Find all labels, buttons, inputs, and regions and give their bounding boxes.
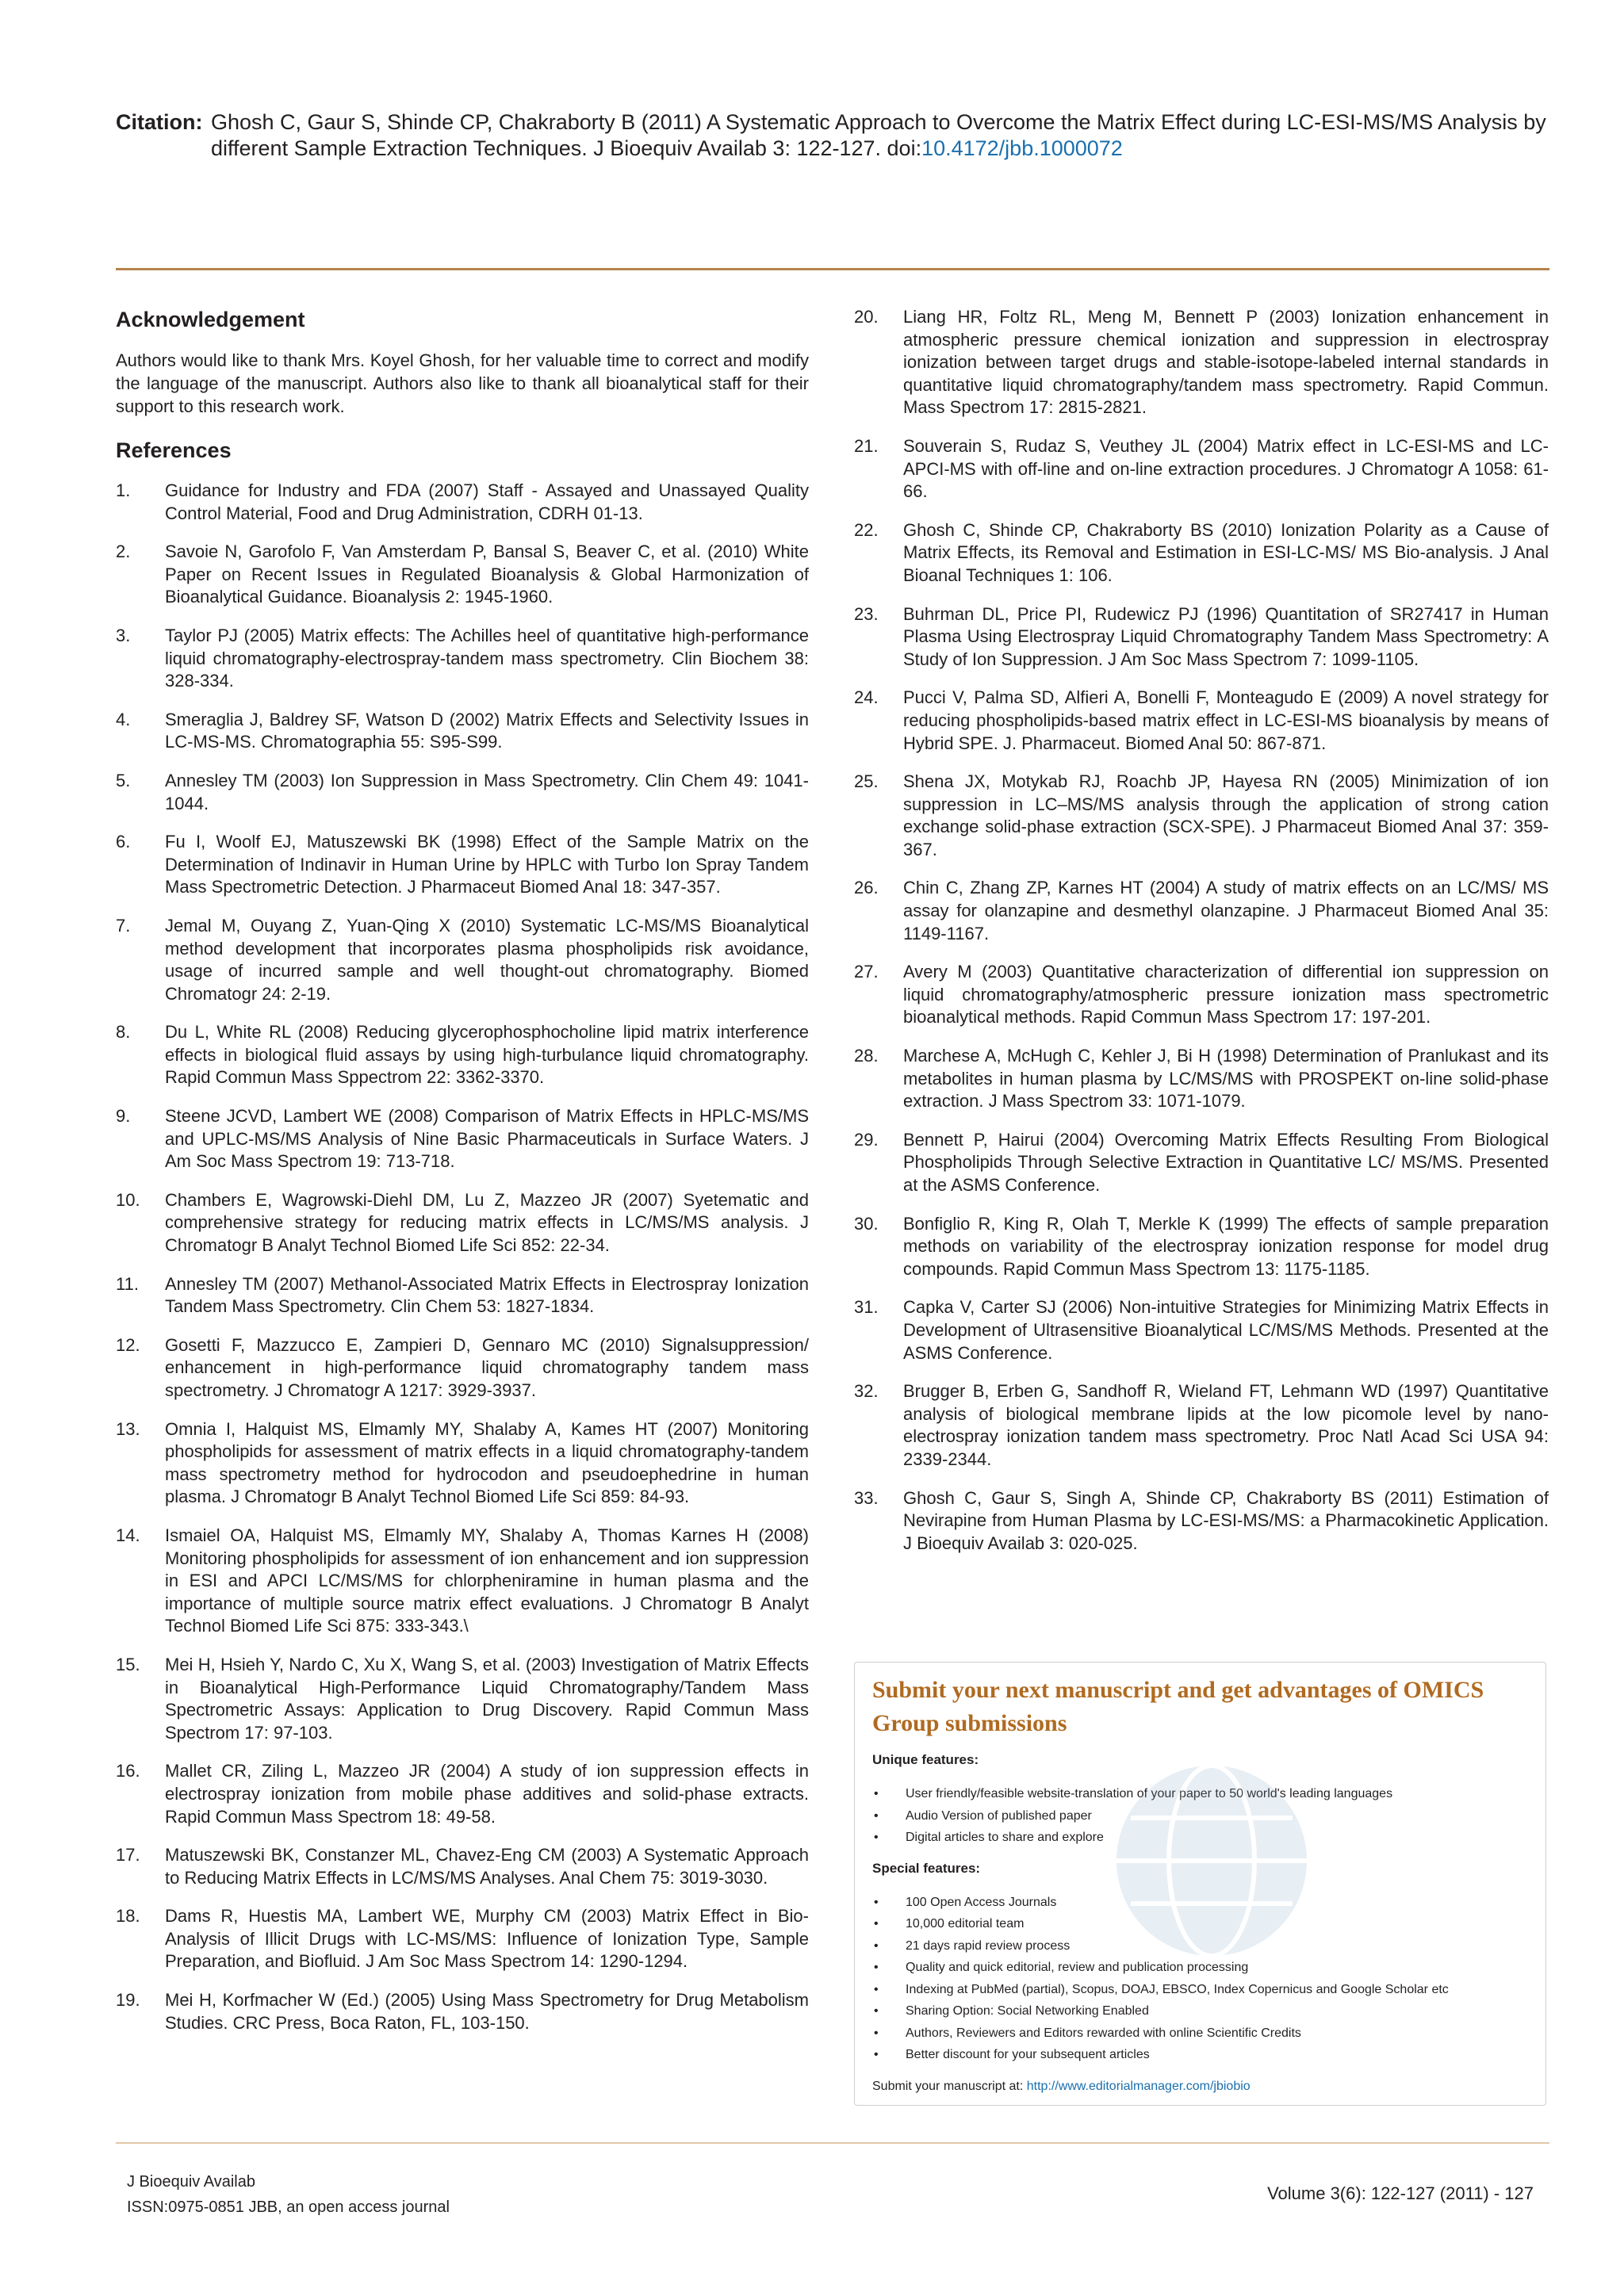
bullet-icon: • [874,1895,879,1909]
reference-number: 1. [116,480,131,500]
unique-features-heading: Unique features: [872,1752,979,1767]
reference-text: Steene JCVD, Lambert WE (2008) Comparison of Matrix Effects in HPLC-MS/MS and UPLC-MS/MS Analysis of Nine Basic Pharmaceuticals in Surface Waters. J Am Soc Mass Spectrom 19: 713-718. [165,1106,809,1172]
reference-text: Annesley TM (2003) Ion Suppression in Mass Spectrometry. Clin Chem 49: 1041-1044. [165,770,809,813]
reference-text: Taylor PJ (2005) Matrix effects: The Achilles heel of quantitative high-performance liquid chromatography-electrospray-tandem mass spectrometry. Clin Biochem 38: 328-334. [165,625,809,691]
reference-text: Du L, White RL (2008) Reducing glycerophosphocholine lipid matrix interference effects in biological fluid assays by using high-turbulance liquid chromatography. Rapid Commun Mass Sppectrom 22: 3362-3370. [165,1022,809,1088]
reference-text: Smeraglia J, Baldrey SF, Watson D (2002) Matrix Effects and Selectivity Issues in LC-MS-MS. Chromatographia 55: S95-S99. [165,709,809,752]
reference-text: Chambers E, Wagrowski-Diehl DM, Lu Z, Mazzeo JR (2007) Syetematic and comprehensive strategy for reducing matrix effects in LC/MS/MS analysis. J Chromatogr B Analyt Technol Biomed Life Sci 852: 22-34. [165,1189,809,1256]
doi-link[interactable]: 10.4172/jbb.1000072 [921,136,1123,160]
footer-rule [116,2142,1549,2144]
reference-item [116,831,809,899]
citation [116,109,1559,162]
special-feature-item-text: Better discount for your subsequent articles [906,2048,1150,2061]
special-feature-item [872,2000,1528,2022]
reference-number: 25. [854,771,879,792]
bullet-icon: • [874,1982,879,1996]
unique-feature-item [872,1805,1528,1827]
reference-text: Chin C, Zhang ZP, Karnes HT (2004) A study of matrix effects on an LC/MS/ MS assay for olanzapine and desmethyl olanzapine. J Pharmaceut Biomed Anal 35: 1149-1167. [903,878,1549,943]
bullet-icon: • [874,1961,879,1974]
reference-text: Shena JX, Motykab RJ, Roachb JP, Hayesa RN (2005) Minimization of ion suppression in LC–MS/MS analysis through the application of strong cation exchange solid-phase extraction (SCX-SPE). J Pharmaceut Biomed Anal 37: 359-367. [903,771,1549,859]
reference-text: Ghosh C, Gaur S, Singh A, Shinde CP, Chakraborty BS (2011) Estimation of Nevirapine from Human Plasma by LC-ESI-MS/MS: a Pharmacokinetic Application. J Bioequiv Availab 3: 020-025. [903,1487,1549,1553]
reference-item [854,603,1549,672]
reference-number: 26. [854,878,879,898]
references-heading: References [116,438,232,462]
reference-item [854,306,1549,419]
bullet-icon: • [874,1917,879,1931]
reference-item [116,625,809,693]
reference-item [854,961,1549,1029]
reference-text: Gosetti F, Mazzucco E, Zampieri D, Gennaro MC (2010) Signalsuppression/ enhancement in high-performance liquid chromatography tandem mass spectrometry. J Chromatogr A 1217: 3929-3937. [165,1334,809,1400]
reference-number: 6. [116,832,131,852]
unique-feature-item-text: Audio Version of published paper [906,1808,1092,1823]
reference-number: 28. [854,1046,879,1066]
reference-number: 30. [854,1213,879,1234]
bullet-icon: • [874,1938,879,1953]
citation-label: Citation: [116,110,203,134]
reference-number: 9. [116,1106,131,1127]
references-list-left [116,480,809,2034]
reference-number: 24. [854,687,879,708]
reference-number: 20. [854,307,879,327]
reference-number: 22. [854,519,879,540]
right-column [854,306,1549,1571]
reference-item [116,1334,809,1402]
reference-item [854,519,1549,587]
footer-left [127,2169,450,2220]
reference-item [854,435,1549,503]
reference-item [116,1418,809,1509]
reference-text: Mei H, Korfmacher W (Ed.) (2005) Using Mass Spectrometry for Drug Metabolism Studies. CRC Press, Boca Raton, FL, 103-150. [165,1990,809,2033]
reference-item [854,1129,1549,1197]
reference-item [116,1189,809,1257]
reference-item [116,1844,809,1889]
reference-number: 14. [116,1525,140,1545]
reference-text: Omnia I, Halquist MS, Elmamly MY, Shalaby A, Kames HT (2007) Monitoring phospholipids for assessment of matrix effects in a liquid chromatography-tandem mass spectrometry method for hydrocodon and pseudoephedrine in human plasma. J Chromatogr B Analyt Technol Biomed Life Sci 859: 84-93. [165,1418,809,1507]
reference-number: 16. [116,1761,140,1781]
special-feature-item-text: 10,000 editorial team [906,1917,1025,1931]
bullet-icon: • [874,1787,879,1800]
special-features-list [872,1892,1528,2066]
reference-number: 13. [116,1418,140,1439]
reference-text: Avery M (2003) Quantitative characterization of differential ion suppression on liquid chromatography/atmospheric pressure ionization mass spectrometric bioanalytical methods. Rapid Commun Mass Spectrom 17: 197-201. [903,962,1549,1027]
reference-number: 21. [854,435,879,456]
reference-text: Bonfiglio R, King R, Olah T, Merkle K (1999) The effects of sample preparation methods on variability of the electrospray ionization response for model drug compounds. Rapid Commun Mass Spectrom 13: 1175-1185. [903,1213,1549,1279]
reference-text: Jemal M, Ouyang Z, Yuan-Qing X (2010) Systematic LC-MS/MS Bioanalytical method development that incorporates plasma phospholipids risk avoidance, usage of incurred sample and well thought-out chromatography. Biomed Chromatogr 24: 2-19. [165,915,809,1004]
reference-number: 18. [116,1906,140,1927]
citation-text [211,109,1559,162]
special-feature-item [872,2022,1528,2045]
reference-number: 33. [854,1487,879,1508]
reference-item [116,1021,809,1089]
reference-number: 2. [116,541,131,562]
reference-text: Capka V, Carter SJ (2006) Non-intuitive Strategies for Minimizing Matrix Effects in Development of Ultrasensitive Bioanalytical LC/MS/MS Methods. Presented at the ASMS Conference. [903,1297,1549,1363]
reference-text: Liang HR, Foltz RL, Meng M, Bennett P (2003) Ionization enhancement in atmospheric pressure chemical ionization and suppression in electrospray ionization between target drugs and stable-isotope-labeled internal standards in quantitative liquid chromatography/tandem mass spectrometry. Rapid Commun. Mass Spectrom 17: 2815-2821. [903,307,1549,418]
special-features-heading: Special features: [872,1860,981,1876]
reference-item [854,877,1549,945]
special-feature-item [872,1957,1528,1979]
reference-text: Annesley TM (2007) Methanol-Associated Matrix Effects in Electrospray Ionization Tandem Mass Spectrometry. Clin Chem 53: 1827-1834. [165,1273,809,1317]
special-feature-item [872,1979,1528,2001]
reference-number: 31. [854,1297,879,1318]
reference-item [854,687,1549,755]
reference-text: Fu I, Woolf EJ, Matuszewski BK (1998) Effect of the Sample Matrix on the Determination of Indinavir in Human Urine by HPLC with Turbo Ion Spray Tandem Mass Spectrometric Detection. J Pharmaceut Biomed Anal 18: 347-357. [165,832,809,897]
reference-text: Guidance for Industry and FDA (2007) Staff - Assayed and Unassayed Quality Control Material, Food and Drug Administration, CDRH 01-13. [165,480,809,523]
reference-number: 27. [854,962,879,982]
footer-journal: J Bioequiv Availab [127,2173,255,2191]
reference-text: Ghosh C, Shinde CP, Chakraborty BS (2010) Ionization Polarity as a Cause of Matrix Effects, its Removal and Estimation in ESI-LC-MS/ MS Bio-analysis. J Anal Bioanal Techniques 1: 106. [903,519,1549,585]
reference-number: 19. [116,1990,140,2011]
reference-item [854,1380,1549,1471]
bullet-icon: • [874,2048,879,2061]
bullet-icon: • [874,2004,879,2018]
reference-number: 17. [116,1845,140,1866]
reference-text: Mallet CR, Ziling L, Mazzeo JR (2004) A study of ion suppression effects in electrospray ionization from mobile phase additives and solid-phase extracts. Rapid Commun Mass Spectrom 18: 49-58. [165,1761,809,1827]
reference-item [116,709,809,754]
reference-item [116,1905,809,1973]
reference-text: Bennett P, Hairui (2004) Overcoming Matrix Effects Resulting From Biological Phospholipids Through Selective Extraction in Quantitative LC/ MS/MS. Presented at the ASMS Conference. [903,1129,1549,1195]
reference-number: 23. [854,603,879,624]
reference-item [854,1213,1549,1281]
reference-item [116,770,809,815]
submit-line [872,2077,1528,2096]
reference-number: 32. [854,1381,879,1402]
reference-number: 3. [116,625,131,645]
special-feature-item-text: Sharing Option: Social Networking Enabled [906,2004,1149,2018]
reference-item [116,541,809,609]
special-feature-item-text: 100 Open Access Journals [906,1895,1057,1909]
reference-item [116,1654,809,1744]
references-list-right [854,306,1549,1555]
reference-number: 10. [116,1189,140,1210]
reference-item [116,915,809,1005]
reference-item [116,1273,809,1318]
reference-item [116,1989,809,2034]
reference-number: 29. [854,1129,879,1150]
special-feature-item-text: Quality and quick editorial, review and publication processing [906,1961,1249,1974]
omics-promo-box [854,1662,1546,2106]
bullet-icon: • [874,1831,879,1844]
reference-item [854,1296,1549,1364]
acknowledgement-text: Authors would like to thank Mrs. Koyel Ghosh, for her valuable time to correct and modify the language of the manuscript. Authors also like to thank all bioanalytical staff for their support to this research work. [116,350,809,416]
special-feature-item-text: 21 days rapid review process [906,1938,1071,1953]
unique-feature-item [872,1783,1528,1805]
reference-item [116,480,809,525]
reference-number: 7. [116,915,131,936]
reference-number: 5. [116,770,131,790]
submit-link[interactable]: http://www.editorialmanager.com/jbiobio [1026,2079,1251,2093]
footer-issn: ISSN:0975-0851 JBB, an open access journal [127,2198,450,2216]
reference-item [854,771,1549,861]
reference-text: Matuszewski BK, Constanzer ML, Chavez-Eng CM (2003) A Systematic Approach to Reducing Matrix Effects in LC/MS/MS Analyses. Anal Chem 75: 3019-3030. [165,1845,809,1888]
unique-features-list [872,1783,1528,1849]
reference-item [854,1045,1549,1113]
unique-feature-item [872,1827,1528,1849]
bullet-icon: • [874,2026,879,2040]
special-feature-item [872,2044,1528,2066]
special-feature-item [872,1892,1528,1914]
unique-feature-item-text: Digital articles to share and explore [906,1831,1104,1844]
header-rule [116,268,1549,270]
reference-text: Souverain S, Rudaz S, Veuthey JL (2004) Matrix effect in LC-ESI-MS and LC-APCI-MS with off-line and on-line extraction procedures. J Chromatogr A 1058: 61-66. [903,435,1549,502]
reference-text: Ismaiel OA, Halquist MS, Elmamly MY, Shalaby A, Thomas Karnes H (2008) Monitoring phospholipids for assessment of ion enhancement and ion suppression in ESI and APCI LC/MS/MS for chlorpheniramine in human plasma and the importance of multiple source matrix effect evaluations. J Chromatogr B Analyt Technol Biomed Life Sci 875: 333-343.\ [165,1525,809,1636]
reference-number: 11. [116,1273,139,1294]
reference-text: Savoie N, Garofolo F, Van Amsterdam P, Bansal S, Beaver C, et al. (2010) White Paper on Recent Issues in Regulated Bioanalysis & Global Harmonization of Bioanalytical Guidance. Bioanalysis 2: 1945-1960. [165,541,809,607]
special-feature-item [872,1935,1528,1957]
reference-number: 15. [116,1654,140,1674]
reference-item [116,1525,809,1638]
bullet-icon: • [874,1808,879,1823]
unique-feature-item-text: User friendly/feasible website-translation of your paper to 50 world's leading languages [906,1787,1393,1800]
reference-number: 12. [116,1334,140,1355]
reference-text: Pucci V, Palma SD, Alfieri A, Bonelli F, Monteagudo E (2009) A novel strategy for reducing phospholipids-based matrix effect in LC-ESI-MS bioanalysis by means of Hybrid SPE. J. Pharmaceut. Biomed Anal 50: 867-871. [903,687,1549,753]
acknowledgement-heading: Acknowledgement [116,308,305,331]
reference-item [116,1760,809,1828]
reference-text: Marchese A, McHugh C, Kehler J, Bi H (1998) Determination of Pranlukast and its metabolites in human plasma by LC/MS/MS with PROSPEKT on-line solid-phase extraction. J Mass Spectrom 33: 1071-1079. [903,1046,1549,1112]
left-column [116,306,809,2050]
reference-item [854,1487,1549,1556]
special-feature-item-text: Indexing at PubMed (partial), Scopus, DOAJ, EBSCO, Index Copernicus and Google Scholar etc [906,1982,1449,1996]
special-feature-item [872,1913,1528,1935]
submit-label: Submit your manuscript at: [872,2079,1027,2093]
reference-text: Dams R, Huestis MA, Lambert WE, Murphy CM (2003) Matrix Effect in Bio-Analysis of Illicit Drugs with LC-MS/MS: Influence of Ionization Type, Sample Preparation, and Biofluid. J Am Soc Mass Spectrom 14: 1290-1294. [165,1906,809,1972]
reference-text: Buhrman DL, Price PI, Rudewicz PJ (1996) Quantitation of SR27417 in Human Plasma Using Electrospray Liquid Chromatography Tandem Mass Spectrometry: A Study of Ion Suppression. J Am Soc Mass Spectrom 7: 1099-1105. [903,603,1549,669]
special-feature-item-text: Authors, Reviewers and Editors rewarded with online Scientific Credits [906,2026,1301,2040]
reference-text: Mei H, Hsieh Y, Nardo C, Xu X, Wang S, et al. (2003) Investigation of Matrix Effects in Bioanalytical High-Performance Liquid Chromatography/Tandem Mass Spectrometric Assays: Application to Drug Discovery. Rapid Commun Mass Spectrom 17: 97-103. [165,1654,809,1743]
reference-number: 4. [116,709,131,729]
reference-text: Brugger B, Erben G, Sandhoff R, Wieland FT, Lehmann WD (1997) Quantitative analysis of biological membrane lipids at the low picomole level by nano-electrospray ionization tandem mass spectrometry. Proc Natl Acad Sci USA 94: 2339-2344. [903,1381,1549,1469]
promo-title: Submit your next manuscript and get advantages of OMICS Group submissions [872,1677,1484,1736]
citation-body: Ghosh C, Gaur S, Shinde CP, Chakraborty B (2011) A Systematic Approach to Overcome the Matrix Effect during LC-ESI-MS/MS Analysis by different Sample Extraction Techniques. J Bioequiv Availab 3: 122-127. doi: [211,110,1546,160]
reference-item [116,1105,809,1173]
reference-number: 8. [116,1022,131,1043]
footer-volume: Volume 3(6): 122-127 (2011) - 127 [1267,2183,1534,2203]
